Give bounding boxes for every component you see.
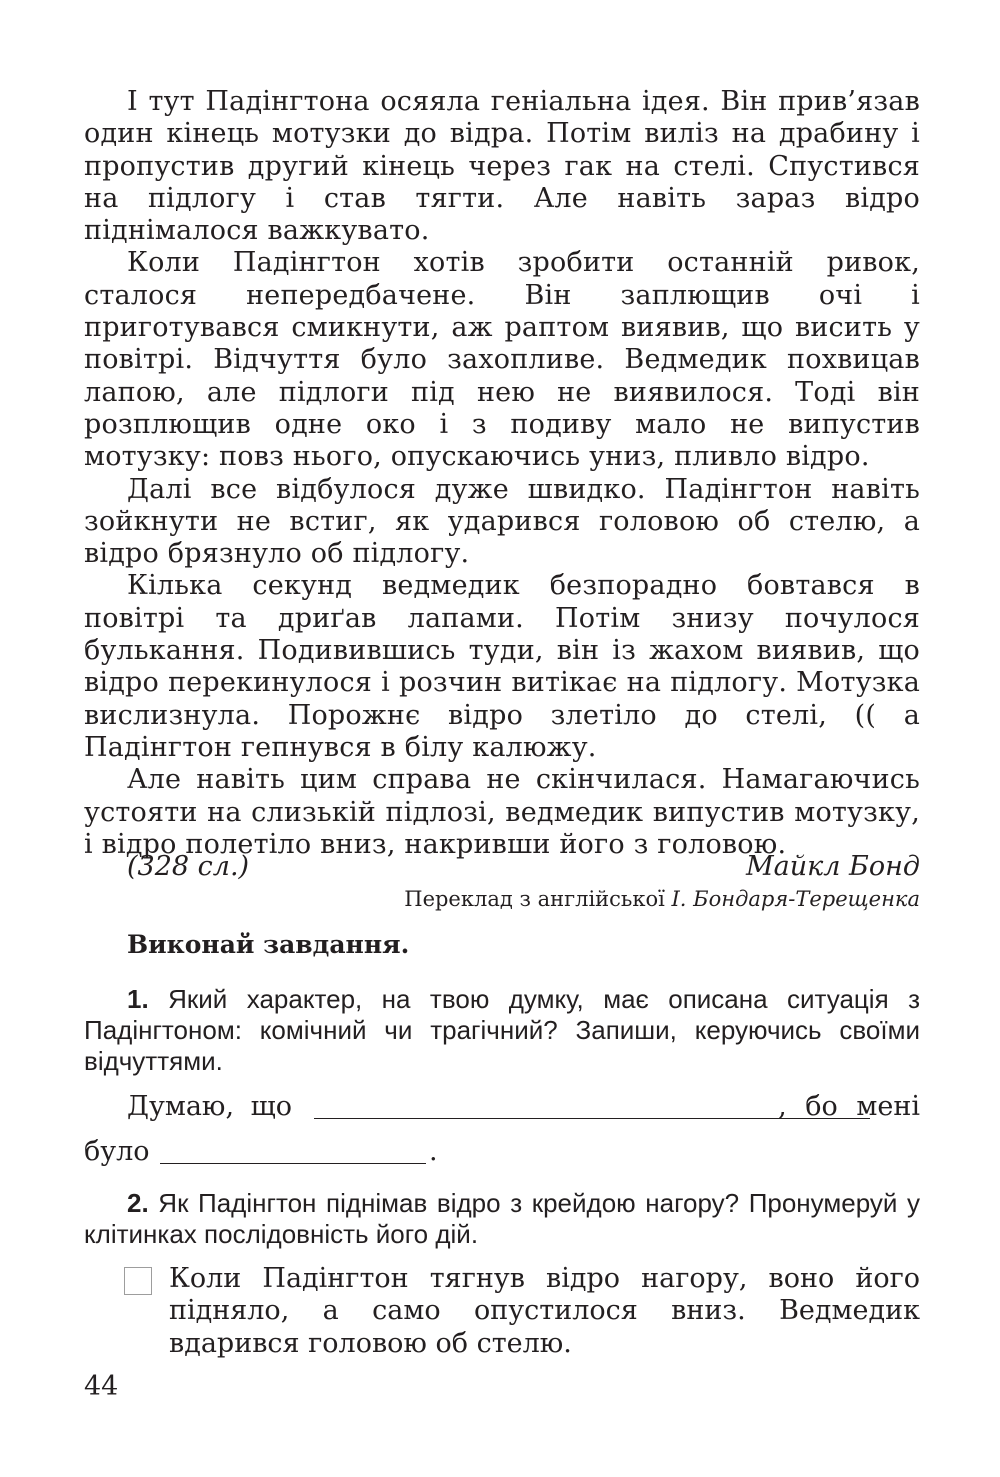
attribution xyxy=(84,850,920,914)
story-paragraph-5: Але навіть цим справа не скінчилася. Намагаючись устояти на слизькій підлозі, ведмедик випустив мотузку, і відро полетіло вниз, накривши його з головою. xyxy=(84,764,920,860)
answer-line-2 xyxy=(84,1135,920,1169)
answer-1-prefix: Думаю, що xyxy=(127,1091,292,1122)
attribution-row xyxy=(84,850,920,884)
story-paragraph-3: Далі все відбулося дуже швидко. Падінгтон навіть зойкнути не встиг, як ударився головою об стелю, а відро брязнуло об підлогу. xyxy=(84,473,920,570)
answer-2-suffix: . xyxy=(429,1136,438,1167)
sequence-option-text: Коли Падінгтон тягнув відро нагору, воно його підняло, а само опустилося вниз. Ведмедик вдарився головою об стелю. xyxy=(169,1263,920,1359)
question-2 xyxy=(84,1188,920,1250)
story-paragraph-4: Кілька секунд ведмедик безпорадно бовтався в повітрі та дриґав лапами. Потім знизу почулося булькання. Подивившись туди, він із жахом виявив, що відро перекинулося і розчин витікає на підлогу. Мотузка вислизнула. Порожнє відро злетіло до стелі, (( а Падінгтон гепнувся в білу калюжу. xyxy=(84,570,920,763)
translation-prefix: Переклад з англійської xyxy=(404,887,672,911)
translation-credit xyxy=(84,884,920,914)
answer-2-blank[interactable] xyxy=(160,1163,426,1164)
author-name: Майкл Бонд xyxy=(745,851,920,882)
question-2-number: 2. xyxy=(127,1188,149,1218)
question-1-text: Який характер, на твою думку, має описана ситуація з Падінгтоном: комічний чи трагічний? Запиши, керуючись своїми відчуттями. xyxy=(84,984,920,1076)
answer-1-suffix: , бо мені xyxy=(778,1091,920,1122)
task-heading: Виконай завдання. xyxy=(127,930,410,959)
word-count: (328 сл.) xyxy=(127,851,250,882)
story-paragraph-2: Коли Падінгтон хотів зробити останній ривок, сталося непередбачене. Він заплющив очі і приготувався смикнути, аж раптом виявив, що висить у повітрі. Відчуття було захопливе. Ведмедик похвицав лапою, але підлоги під нею не виявилося. Тоді він розплющив одне око і з подиву мало не випустив мотузку: повз нього, опускаючись униз, пливло відро. xyxy=(84,247,920,473)
question-2-text: Як Падінгтон піднімав відро з крейдою нагору? Пронумеруй у клітинках послідовність його дій. xyxy=(84,1188,920,1249)
sequence-number-box[interactable] xyxy=(124,1267,152,1295)
translator-name: І. Бондаря-Терещенка xyxy=(671,887,920,911)
story-paragraph-1: І тут Падінгтона осяяла геніальна ідея. Він прив’язав один кінець мотузки до відра. Потім виліз на драбину і пропустив другий кінець через гак на стелі. Спустився на підлогу і став тягти. Але навіть зараз відро піднімалося важкувато. xyxy=(84,86,920,247)
question-1-number: 1. xyxy=(127,984,149,1014)
answer-2-prefix: було xyxy=(84,1136,150,1167)
page-number: 44 xyxy=(84,1371,119,1402)
answer-line-1 xyxy=(84,1090,920,1124)
question-1 xyxy=(84,984,920,1077)
story-text xyxy=(84,86,920,861)
